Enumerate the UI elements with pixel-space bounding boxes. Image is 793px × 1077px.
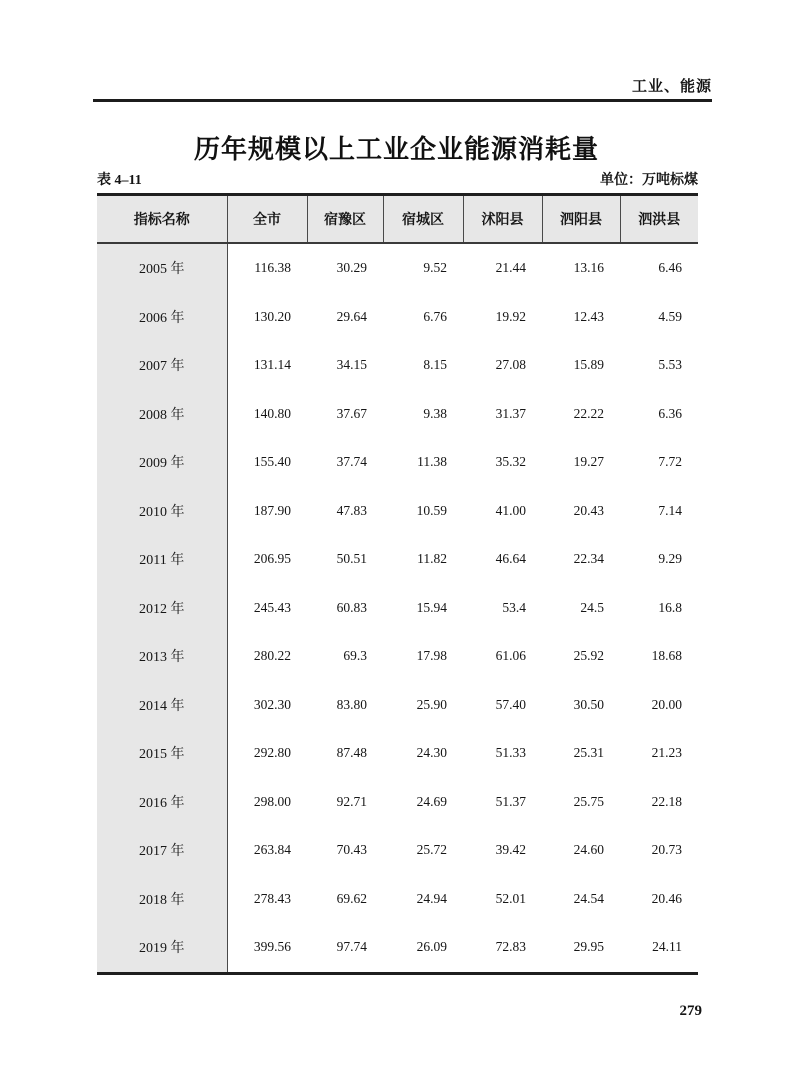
- table-row: [97, 729, 698, 778]
- value-cell: 4.59: [658, 308, 682, 324]
- value-cell: 51.33: [495, 745, 526, 761]
- value-cell: 16.8: [658, 599, 682, 615]
- value-cell: 25.72: [416, 842, 447, 858]
- value-cell: 9.29: [658, 551, 682, 567]
- page-number: 279: [679, 1003, 702, 1019]
- value-cell: 37.67: [336, 405, 367, 421]
- value-cell: 22.18: [651, 793, 682, 809]
- row-label: 2008 年: [97, 390, 227, 439]
- value-cell: 399.56: [253, 939, 291, 955]
- value-cell: 83.80: [336, 696, 367, 712]
- value-cell: 30.50: [573, 696, 604, 712]
- value-cell: 25.90: [416, 696, 447, 712]
- value-cell: 24.69: [416, 793, 447, 809]
- value-cell: 20.43: [573, 502, 604, 518]
- value-cell: 31.37: [495, 405, 526, 421]
- value-cell: 10.59: [416, 502, 447, 518]
- value-cell: 46.64: [495, 551, 526, 567]
- column-header: 指标名称: [97, 195, 227, 244]
- row-label: 2007 年: [97, 341, 227, 390]
- value-cell: 20.00: [651, 696, 682, 712]
- value-cell: 22.22: [573, 405, 604, 421]
- value-cell: 18.68: [651, 648, 682, 664]
- row-label: 2019 年: [97, 923, 227, 973]
- value-cell: 26.09: [416, 939, 447, 955]
- value-cell: 6.46: [658, 260, 682, 276]
- value-cell: 37.74: [336, 454, 367, 470]
- value-cell: 22.34: [573, 551, 604, 567]
- value-cell: 9.38: [423, 405, 447, 421]
- table-row: [97, 390, 698, 439]
- row-label: 2013 年: [97, 632, 227, 681]
- table-row: [97, 826, 698, 875]
- value-cell: 21.44: [495, 260, 526, 276]
- value-cell: 280.22: [253, 648, 291, 664]
- value-cell: 131.14: [253, 357, 291, 373]
- value-cell: 19.27: [573, 454, 604, 470]
- value-cell: 9.52: [423, 260, 447, 276]
- table-row: [97, 778, 698, 827]
- value-cell: 302.30: [253, 696, 291, 712]
- value-cell: 6.36: [658, 405, 682, 421]
- value-cell: 24.94: [416, 890, 447, 906]
- value-cell: 25.75: [573, 793, 604, 809]
- value-cell: 11.82: [417, 551, 447, 567]
- data-table: [97, 193, 698, 975]
- value-cell: 53.4: [502, 599, 526, 615]
- value-cell: 17.98: [416, 648, 447, 664]
- value-cell: 69.3: [343, 648, 367, 664]
- table-meta: [97, 169, 698, 189]
- column-header: 泗阳县: [542, 195, 620, 244]
- value-cell: 24.5: [580, 599, 604, 615]
- value-cell: 187.90: [253, 502, 291, 518]
- value-cell: 51.37: [495, 793, 526, 809]
- value-cell: 24.11: [652, 939, 682, 955]
- value-cell: 30.29: [336, 260, 367, 276]
- value-cell: 140.80: [253, 405, 291, 421]
- column-header: 宿城区: [383, 195, 463, 244]
- table-row: [97, 535, 698, 584]
- table-row: [97, 875, 698, 924]
- table-row: [97, 632, 698, 681]
- column-header: 泗洪县: [620, 195, 698, 244]
- value-cell: 47.83: [336, 502, 367, 518]
- value-cell: 8.15: [423, 357, 447, 373]
- value-cell: 20.73: [651, 842, 682, 858]
- running-head: 工业、能源: [631, 78, 712, 95]
- value-cell: 130.20: [253, 308, 291, 324]
- value-cell: 263.84: [253, 842, 291, 858]
- value-cell: 70.43: [336, 842, 367, 858]
- value-cell: 292.80: [253, 745, 291, 761]
- value-cell: 20.46: [651, 890, 682, 906]
- value-cell: 92.71: [336, 793, 367, 809]
- table-body: [97, 243, 698, 973]
- table-header-row: [97, 195, 698, 244]
- column-header: 全市: [227, 195, 307, 244]
- value-cell: 87.48: [336, 745, 367, 761]
- row-label: 2014 年: [97, 681, 227, 730]
- value-cell: 7.72: [658, 454, 682, 470]
- table-row: [97, 923, 698, 973]
- value-cell: 15.94: [416, 599, 447, 615]
- row-label: 2009 年: [97, 438, 227, 487]
- value-cell: 25.92: [573, 648, 604, 664]
- value-cell: 27.08: [495, 357, 526, 373]
- table-unit: 单位：万吨标煤: [600, 173, 698, 188]
- table-row: [97, 681, 698, 730]
- row-label: 2012 年: [97, 584, 227, 633]
- value-cell: 57.40: [495, 696, 526, 712]
- row-label: 2017 年: [97, 826, 227, 875]
- value-cell: 72.83: [495, 939, 526, 955]
- table-row: [97, 584, 698, 633]
- value-cell: 206.95: [253, 551, 291, 567]
- value-cell: 97.74: [336, 939, 367, 955]
- header-rule: [93, 99, 712, 102]
- row-label: 2018 年: [97, 875, 227, 924]
- value-cell: 24.54: [573, 890, 604, 906]
- value-cell: 50.51: [336, 551, 367, 567]
- value-cell: 278.43: [253, 890, 291, 906]
- value-cell: 41.00: [495, 502, 526, 518]
- value-cell: 69.62: [336, 890, 367, 906]
- value-cell: 245.43: [253, 599, 291, 615]
- value-cell: 39.42: [495, 842, 526, 858]
- value-cell: 34.15: [336, 357, 367, 373]
- value-cell: 5.53: [658, 357, 682, 373]
- value-cell: 15.89: [573, 357, 604, 373]
- column-header: 沭阳县: [463, 195, 542, 244]
- value-cell: 29.95: [573, 939, 604, 955]
- table-number: 表 4–11: [97, 173, 142, 188]
- value-cell: 24.30: [416, 745, 447, 761]
- value-cell: 13.16: [573, 260, 604, 276]
- value-cell: 12.43: [573, 308, 604, 324]
- value-cell: 35.32: [495, 454, 526, 470]
- value-cell: 116.38: [254, 260, 291, 276]
- value-cell: 52.01: [495, 890, 526, 906]
- value-cell: 60.83: [336, 599, 367, 615]
- row-label: 2010 年: [97, 487, 227, 536]
- value-cell: 6.76: [423, 308, 447, 324]
- table-row: [97, 243, 698, 293]
- value-cell: 61.06: [495, 648, 526, 664]
- page-title: 历年规模以上工业企业能源消耗量: [193, 135, 599, 164]
- value-cell: 25.31: [573, 745, 604, 761]
- table-row: [97, 341, 698, 390]
- row-label: 2005 年: [97, 243, 227, 293]
- value-cell: 19.92: [495, 308, 526, 324]
- value-cell: 11.38: [417, 454, 447, 470]
- value-cell: 21.23: [651, 745, 682, 761]
- column-header: 宿豫区: [307, 195, 383, 244]
- table-row: [97, 438, 698, 487]
- table-row: [97, 487, 698, 536]
- row-label: 2015 年: [97, 729, 227, 778]
- value-cell: 7.14: [658, 502, 682, 518]
- value-cell: 29.64: [336, 308, 367, 324]
- value-cell: 298.00: [253, 793, 291, 809]
- table-row: [97, 293, 698, 342]
- row-label: 2011 年: [97, 535, 227, 584]
- value-cell: 155.40: [253, 454, 291, 470]
- row-label: 2006 年: [97, 293, 227, 342]
- value-cell: 24.60: [573, 842, 604, 858]
- row-label: 2016 年: [97, 778, 227, 827]
